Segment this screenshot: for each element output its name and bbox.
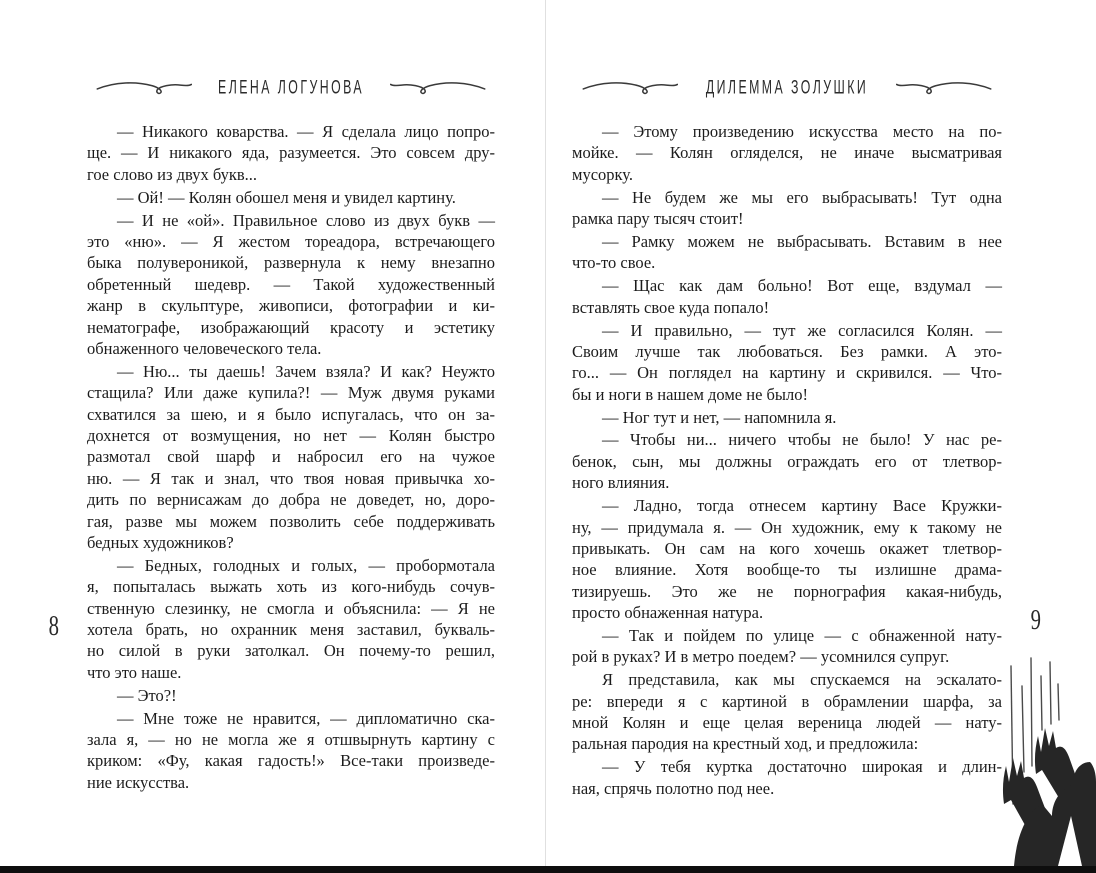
body-text-left — [87, 121, 495, 795]
swash-flourish-icon — [582, 74, 678, 100]
paragraph — [87, 210, 495, 360]
paragraph — [572, 669, 1002, 755]
text-line: ню. — Я так и знал, что твоя новая привычка хо- — [87, 468, 495, 488]
text-line: — Бедных, голодных и голых, — пробормотала — [117, 555, 495, 575]
paragraph — [572, 275, 1002, 318]
running-header-right — [572, 74, 1002, 100]
text-line: мной Колян и еще целая вереница людей — нату- — [572, 713, 1002, 733]
text-line: — И правильно, — тут же согласился Колян. — — [602, 320, 1002, 340]
paragraph — [87, 361, 495, 554]
text-line: мусорку. — [572, 164, 634, 184]
text-line: — Этому произведению искусства место на по- — [602, 122, 1002, 141]
text-line: — Чтобы ни... ничего чтобы не было! У нас ре- — [602, 430, 1002, 450]
text-line: тизируешь. Это же не порнография какая-нибудь, — [572, 581, 1002, 601]
text-line: дить по вернисажам до добра не доведет, но, доро- — [87, 490, 495, 510]
text-line: — Никакого коварства. — Я сделала лицо попро- — [117, 122, 495, 141]
text-line: жанр в скульптуре, живописи, фотографии и ки- — [87, 296, 495, 316]
text-line: нематографе, изображающий красоту и эстетику — [87, 317, 495, 337]
text-line: — Щас как дам больно! Вот еще, вздумал — — [602, 276, 1002, 296]
paragraph — [572, 231, 1002, 274]
text-line: — И не «ой». Правильное слово из двух букв — — [117, 210, 495, 230]
text-line: но силой в руки затолкал. Он почему-то решил, — [87, 641, 495, 661]
text-line: — Так и пойдем по улице — с обнаженной нату- — [602, 625, 1002, 645]
page-number-right: 9 — [1030, 603, 1041, 635]
text-line: дохнется от возмущения, но нет — Колян быстро — [87, 425, 495, 445]
text-line: что это наше. — [87, 662, 182, 682]
paragraph — [572, 756, 1002, 799]
text-line: ральная пародия на крестный ход, и предложила: — [572, 734, 919, 754]
paragraph — [572, 495, 1002, 623]
text-line: — Мне тоже не нравится, — дипломатично ска- — [117, 708, 495, 728]
text-line: бедных художников? — [87, 532, 234, 552]
text-line: — Ой! — Колян обошел меня и увидел картину. — [117, 187, 456, 207]
text-line: бы и ноги в нашем доме не было! — [572, 384, 808, 404]
text-line: — Не будем же мы его выбрасывать! Тут одна — [602, 187, 1002, 207]
text-line: — Ню... ты даешь! Зачем взяла? И как? Неужто — [117, 361, 495, 381]
text-line: зала я, — но не могла же я отшвырнуть картину с — [87, 729, 495, 749]
paragraph — [572, 320, 1002, 406]
text-line: Я представила, как мы спускаемся на эскалато- — [602, 670, 1002, 690]
paragraph — [572, 187, 1002, 230]
text-line: что-то свое. — [572, 253, 656, 273]
text-line: криком: «Фу, какая гадость!» Все-таки произведе- — [87, 751, 495, 771]
text-line: обретенный шедевр. — Такой художественный — [87, 274, 495, 294]
paragraph — [87, 685, 495, 706]
text-line: — Это?! — [117, 685, 177, 705]
text-line: ного влияния. — [572, 473, 670, 493]
text-line: стащила? Или даже купила?! — Муж двумя руками — [87, 383, 495, 403]
text-line: бенок, сын, мы должны ограждать его от тлетвор- — [572, 451, 1002, 471]
page-number-left: 8 — [48, 609, 59, 641]
text-line: хотела брать, но охранник меня заставил, букваль- — [87, 619, 495, 639]
paragraph — [572, 121, 1002, 185]
paragraph — [87, 121, 495, 185]
swash-flourish-icon — [896, 74, 992, 100]
text-line: вставлять свое куда попало! — [572, 297, 770, 317]
page-left — [0, 0, 547, 866]
text-line: схватился за шею, и я было испугалась, что он за- — [87, 404, 495, 424]
text-line: гая, разве мы можем позволить себе поддерживать — [87, 511, 495, 531]
text-line: просто обнаженная натура. — [572, 603, 764, 623]
text-line: го... — Он поглядел на картину и скривился. — Что- — [572, 363, 1002, 383]
text-line: — Рамку можем не выбрасывать. Вставим в нее — [602, 231, 1002, 251]
paragraph — [87, 708, 495, 794]
text-line: — Ладно, тогда отнесем картину Васе Кружки- — [602, 496, 1002, 516]
paragraph — [572, 625, 1002, 668]
page-gutter-divider — [545, 0, 546, 866]
text-line: Своим лучше так любоваться. Без рамки. А это- — [572, 341, 1002, 361]
text-line: ще. — И никакого яда, разумеется. Это совсем дру- — [87, 143, 495, 163]
paragraph — [87, 187, 495, 208]
text-line: ну, — придумала я. — Он художник, ему к такому не — [572, 517, 1002, 537]
running-header-left — [87, 74, 495, 100]
text-line: — Ног тут и нет, — напомнила я. — [602, 407, 837, 427]
text-line: рамка пару тысяч стоит! — [572, 209, 744, 229]
text-line: размотал свой шарф и набросил его на чужое — [87, 447, 495, 467]
body-text-right — [572, 121, 1002, 801]
author-name: ЕЛЕНА ЛОГУНОВА — [217, 76, 364, 98]
text-line: ние искусства. — [87, 772, 190, 792]
book-title: ДИЛЕММА ЗОЛУШКИ — [705, 76, 869, 98]
bottom-edge-bar — [0, 866, 1096, 873]
text-line: рой в руках? И в метро поедем? — усомнился супруг. — [572, 647, 950, 667]
cat-scratching-icon — [984, 654, 1096, 866]
text-line: ная, спрячь полотно под нее. — [572, 778, 775, 798]
text-line: обнаженного человеческого тела. — [87, 338, 322, 358]
text-line: мойке. — Колян огляделся, не иначе высматривая — [572, 143, 1002, 163]
text-line: это «ню». — Я жестом тореадора, встречающего — [87, 231, 495, 251]
text-line: ное влияние. Хотя вообще-то ты излишне драма- — [572, 560, 1002, 580]
paragraph — [87, 555, 495, 683]
text-line: я, попыталась выжать хоть из кого-нибудь сочув- — [87, 577, 495, 597]
text-line: гое слово из двух букв... — [87, 164, 258, 184]
text-line: ре: впереди я с картиной в обрамлении шарфа, за — [572, 691, 1002, 711]
text-line: — У тебя куртка достаточно широкая и длин- — [602, 757, 1002, 777]
paragraph — [572, 407, 1002, 428]
swash-flourish-icon — [390, 74, 486, 100]
text-line: привыкать. Он сам на кого хочешь окажет тлетвор- — [572, 538, 1002, 558]
text-line: ственную слезинку, не смогла и объяснила: — Я не — [87, 598, 495, 618]
paragraph — [572, 429, 1002, 493]
text-line: быка полувероникой, развернула к нему внезапно — [87, 253, 495, 273]
swash-flourish-icon — [96, 74, 192, 100]
